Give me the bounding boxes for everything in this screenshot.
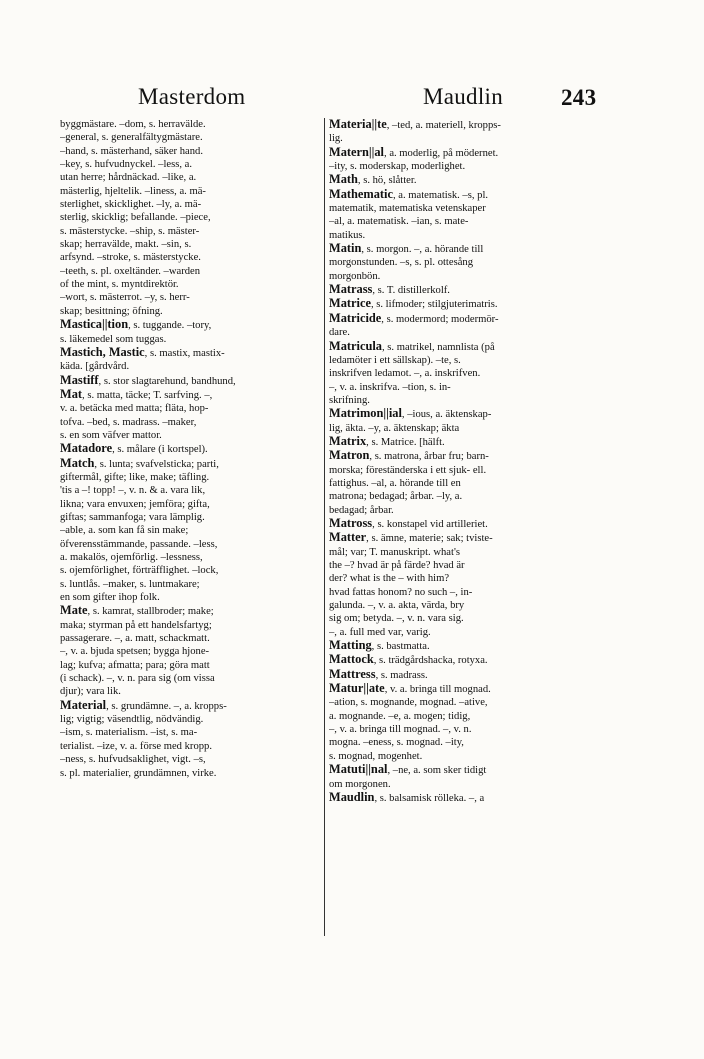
dictionary-line: passagerare. –, a. matt, schackmatt.: [60, 633, 210, 645]
dictionary-line: Mate, s. kamrat, stallbroder; make;: [60, 604, 214, 618]
dictionary-line: s. mognad, mogenhet.: [329, 750, 423, 762]
dictionary-line: fattighus. –al, a. hörande till en: [329, 477, 461, 489]
dictionary-line: utan herre; hårdnäckad. –like, a.: [60, 172, 197, 184]
dictionary-line: djur); vara lik.: [60, 686, 121, 698]
dictionary-line: the –? hvad är på färde? hvad är: [329, 560, 465, 571]
dictionary-line: om morgonen.: [329, 778, 391, 790]
dictionary-line: matikus.: [329, 229, 366, 241]
dictionary-line: matrona; bedagad; årbar. –ly, a.: [329, 491, 463, 503]
dictionary-line: s. mästerstycke. –ship, s. mäster-: [60, 225, 200, 237]
dictionary-line: –ness, s. hufvudsaklighet, vigt. –s,: [60, 754, 206, 766]
dictionary-line: Matrice, s. lifmoder; stilgjuterimatris.: [329, 297, 498, 311]
dictionary-line: Matrimon||ial, –ious, a. äktenskap-: [329, 407, 492, 421]
dictionary-line: a. makalös, ojemförlig. –lessness,: [60, 552, 203, 563]
dictionary-line: –, a. full med var, varig.: [329, 626, 431, 638]
header-right-guideword: Maudlin: [423, 84, 504, 109]
dictionary-line: lig; vigtig; väsendtlig, nödvändig.: [60, 714, 204, 726]
dictionary-line: Mastich, Mastic, s. mastix, mastix-: [60, 345, 225, 359]
dictionary-line: s. läkemedel som tuggas.: [60, 333, 167, 345]
dictionary-line: arfsynd. –stroke, s. mästerstycke.: [60, 252, 201, 264]
dictionary-line: Matern||al, a. moderlig, på mödernet.: [329, 145, 499, 159]
dictionary-line: matematik, matematiska vetenskaper: [329, 203, 486, 215]
dictionary-line: der? what is the – with him?: [329, 573, 450, 585]
dictionary-line: sterlighet, skicklighet. –ly, a. mä-: [60, 199, 202, 211]
right-column: [329, 118, 594, 805]
dictionary-line: Material, s. grundämne. –, a. kropps-: [60, 698, 227, 712]
dictionary-line: Matron, s. matrona, årbar fru; barn-: [329, 449, 489, 463]
dictionary-line: –ity, s. moderskap, moderlighet.: [329, 161, 466, 173]
dictionary-line: Mat, s. matta, täcke; T. sarfving. –,: [60, 387, 213, 401]
dictionary-line: morska; föreständerska i ett sjuk- ell.: [329, 464, 487, 476]
dictionary-line: hvad fattas honom? no such –, in-: [329, 586, 473, 598]
dictionary-line: lig.: [329, 133, 343, 145]
dictionary-line: Matur||ate, v. a. bringa till mognad.: [329, 682, 491, 696]
dictionary-line: tofva. –bed, s. madrass. –maker,: [60, 416, 197, 428]
dictionary-line: –ation, s. mognande, mognad. –ative,: [329, 697, 488, 709]
dictionary-line: en som gifter ihop folk.: [60, 592, 160, 604]
dictionary-line: –, v. a. bringa till mognad. –, v. n.: [329, 724, 472, 736]
dictionary-line: Mattock, s. trädgårdshacka, rotyxa.: [329, 653, 488, 667]
dictionary-line: –teeth, s. pl. oxeltänder. –warden: [60, 265, 201, 277]
dictionary-line: skap; herravälde, makt. –sin, s.: [60, 239, 192, 251]
dictionary-line: Matricula, s. matrikel, namnlista (på: [329, 339, 495, 353]
column-divider: [324, 118, 325, 936]
dictionary-line: lig, äkta. –y, a. äktenskap; äkta: [329, 422, 460, 434]
dictionary-line: Matting, s. bastmatta.: [329, 639, 430, 653]
dictionary-line: –, v. a. inskrifva. –tion, s. in-: [329, 381, 451, 393]
dictionary-line: –able, a. som kan få sin make;: [60, 525, 189, 537]
dictionary-line: –, v. a. bjuda spetsen; bygga hjone-: [60, 646, 210, 658]
dictionary-line: Matrass, s. T. distillerkolf.: [329, 283, 450, 297]
dictionary-line: Matadore, s. målare (i kortspel).: [60, 442, 208, 456]
dictionary-line: käda. [gårdvård.: [60, 361, 130, 373]
dictionary-line: –ism, s. materialism. –ist, s. ma-: [60, 727, 198, 739]
dictionary-line: Match, s. lunta; svafvelsticka; parti,: [60, 456, 219, 470]
dictionary-line: mogna. –eness, s. mognad. –ity,: [329, 737, 464, 749]
dictionary-line: Math, s. hö, slåtter.: [329, 173, 417, 187]
dictionary-line: mästerlig, hjeltelik. –liness, a. mä-: [60, 185, 206, 197]
dictionary-line: mål; var; T. manuskript. what's: [329, 546, 460, 558]
dictionary-line: Matter, s. ämne, materie; sak; tviste-: [329, 531, 493, 545]
dictionary-line: lag; kufva; afmatta; para; göra matt: [60, 659, 210, 671]
dictionary-line: s. ojemförlighet, förträfflighet. –lock,: [60, 565, 219, 577]
dictionary-line: 'tis a –! topp! –, v. n. & a. vara lik,: [60, 485, 206, 497]
dictionary-line: Mathematic, a. matematisk. –s, pl.: [329, 187, 489, 201]
dictionary-line: sig om; betyda. –, v. n. vara sig.: [329, 613, 464, 625]
dictionary-line: of the mint, s. myntdirektör.: [60, 279, 179, 291]
dictionary-line: Matin, s. morgon. –, a. hörande till: [329, 242, 484, 256]
dictionary-line: Maudlin, s. balsamisk rölleka. –, a: [329, 790, 485, 804]
dictionary-line: Mattress, s. madrass.: [329, 667, 428, 681]
dictionary-line: Matuti||nal, –ne, a. som sker tidigt: [329, 763, 487, 777]
dictionary-line: sterlig, skicklig; befallande. –piece,: [60, 212, 211, 224]
dictionary-line: terialist. –ize, v. a. förse med kropp.: [60, 740, 212, 752]
header-left-guideword: Masterdom: [138, 84, 246, 109]
dictionary-line: morgonbön.: [329, 270, 381, 282]
dictionary-line: skap; besittning; öfning.: [60, 305, 163, 317]
dictionary-line: skrifning.: [329, 394, 370, 406]
dictionary-line: inskrifven ledamot. –, a. inskrifven.: [329, 368, 481, 380]
dictionary-line: öfverensstämmande, passande. –less,: [60, 538, 218, 550]
page-number: 243: [561, 85, 597, 110]
dictionary-line: (i schack). –, v. n. para sig (om vissa: [60, 673, 215, 685]
dictionary-line: v. a. betäcka med matta; fläta, hop-: [60, 403, 209, 415]
dictionary-line: Mastiff, s. stor slagtarehund, bandhund,: [60, 373, 236, 387]
dictionary-line: likna; vara envuxen; jemföra; gifta,: [60, 498, 210, 510]
dictionary-line: –al, a. matematisk. –ian, s. mate-: [329, 216, 469, 228]
dictionary-line: –wort, s. mästerrot. –y, s. herr-: [60, 292, 190, 304]
dictionary-line: bedagad; årbar.: [329, 504, 394, 516]
dictionary-line: dare.: [329, 327, 350, 339]
dictionary-line: Materia||te, –ted, a. materiell, kropps-: [329, 118, 501, 131]
dictionary-line: maka; styrman på ett handelsfartyg;: [60, 619, 212, 631]
dictionary-line: galunda. –, v. a. akta, värda, bry: [329, 600, 465, 612]
dictionary-line: Mastica||tion, s. tuggande. –tory,: [60, 318, 212, 332]
dictionary-line: a. mognande. –e, a. mogen; tidig,: [329, 710, 471, 722]
dictionary-line: giftas; sammanfoga; vara lämplig.: [60, 511, 205, 523]
dictionary-line: –hand, s. mästerhand, säker hand.: [60, 145, 203, 157]
dictionary-line: Matrix, s. Matrice. [hälft.: [329, 434, 445, 448]
dictionary-line: s. luntlås. –maker, s. luntmakare;: [60, 578, 200, 590]
dictionary-line: s. pl. materialier, grundämnen, virke.: [60, 767, 217, 779]
dictionary-line: giftermål, gifte; like, make; täfling.: [60, 471, 210, 483]
dictionary-line: Matross, s. konstapel vid artilleriet.: [329, 516, 488, 530]
dictionary-line: Matricide, s. modermord; modermör-: [329, 311, 499, 325]
dictionary-line: –general, s. generalfältygmästare.: [60, 132, 203, 144]
dictionary-line: –key, s. hufvudnyckel. –less, a.: [60, 159, 193, 171]
dictionary-line: byggmästare. –dom, s. herravälde.: [60, 119, 206, 130]
left-column: [60, 118, 322, 780]
page-header: [0, 84, 704, 114]
dictionary-line: s. en som väfver mattor.: [60, 429, 162, 441]
dictionary-line: ledamöter i ett sällskap). –te, s.: [329, 354, 461, 366]
dictionary-line: morgonstunden. –s, s. pl. ottesång: [329, 257, 473, 269]
